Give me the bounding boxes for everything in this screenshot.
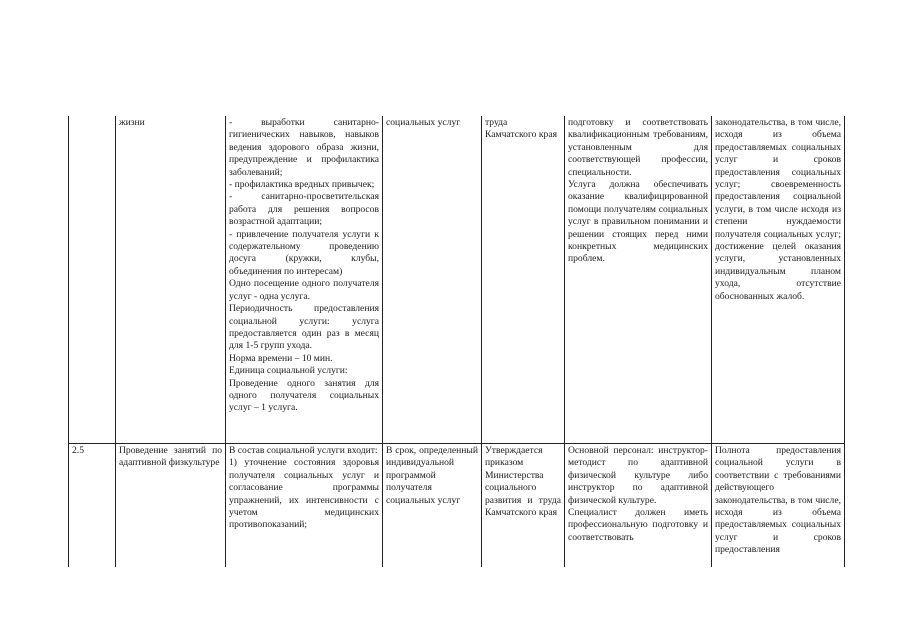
services-table: [68, 116, 845, 567]
cell-number: 2.5: [69, 444, 116, 568]
cell-term: социальных услуг: [383, 116, 482, 444]
conditions-paragraph: подготовку и соответствовать квалификационным требованиям, установленным для соответствующей профессии, специальности.: [568, 117, 708, 178]
cell-tariff: [482, 444, 565, 568]
cell-number: [69, 116, 116, 444]
cell-service-content: [226, 116, 383, 444]
cell-service-name: [116, 444, 226, 568]
conditions-paragraph: Основной персонал: инструктор-методист по адаптивной физической культуре либо инструктор по адаптивной физической культуре.: [568, 445, 708, 506]
cell-indicators: [712, 116, 845, 444]
content-paragraph: Единица социальной услуги:: [229, 365, 348, 377]
table-row: [69, 444, 845, 568]
indicators-text: Полнота предоставления социальной услуги в соответствии с требованиями действующего законодательства, в том числе, исходя из объема предоставляемых социальных услуг и сроков предоставления: [715, 445, 841, 556]
conditions-paragraph: Услуга должна обеспечивать оказание квалифицированной помощи получателям социальных услуг в правильном понимании и решении стоящих перед ними конкретных медицинских проблем.: [568, 179, 708, 265]
conditions-paragraph: Специалист должен иметь профессиональную подготовку и соответствовать: [568, 507, 708, 543]
content-paragraph: - санитарно-просветительская работа для решения вопросов возрастной адаптации;: [229, 191, 379, 228]
tariff-text: Утверждается приказом Министерства социального развития и труда Камчатского края: [485, 445, 561, 519]
cell-tariff: труда Камчатского края: [482, 116, 565, 444]
content-paragraph: Норма времени – 10 мин.: [229, 352, 333, 364]
service-name-text: Проведение занятий по адаптивной физкультуре: [119, 445, 222, 469]
content-paragraph: 1) уточнение состояния здоровья получателя социальных услуг и согласование программы упражнений, их интенсивности с учетом медицинских противопоказаний;: [229, 457, 379, 531]
indicators-text: законодательства, в том числе, исходя из объема предоставляемых социальных услуг и сроков предоставления социальных услуг; своевременность предоставления социальной услуги, в том числе исходя из степени нуждаемости получателя социальных услуг; достижение целей оказания услуги, установленных индивидуальным планом ухода, отсутствие обоснованных жалоб.: [715, 117, 841, 302]
cell-conditions: [565, 444, 712, 568]
content-paragraph: - привлечение получателя услуги к содержательному проведению досуга (кружки, клубы, объединения по интересам): [229, 228, 379, 277]
content-paragraph: Проведение одного занятия для одного получателя социальных услуг – 1 услуга.: [229, 377, 379, 414]
cell-indicators: [712, 444, 845, 568]
table-row: [69, 116, 845, 444]
content-paragraph: - профилактика вредных привычек;: [229, 179, 375, 191]
content-paragraph: Одно посещение одного получателя услуг - одна услуга.: [229, 278, 379, 302]
term-text: В срок, определенный индивидуальной программой получателя социальных услуг: [386, 445, 478, 506]
content-paragraph: Периодичность предоставления социальной услуги: услуга предоставляется один раз в месяц для 1-5 групп ухода.: [229, 303, 379, 352]
content-paragraph: В состав социальной услуги входит:: [229, 445, 378, 456]
content-paragraph: - выработки санитарно-гигиенических навыков, навыков ведения здорового образа жизни, предупреждение и профилактика заболеваний;: [229, 117, 379, 178]
cell-service-name: жизни: [116, 116, 226, 444]
cell-term: [383, 444, 482, 568]
cell-service-content: [226, 444, 383, 568]
cell-conditions: [565, 116, 712, 444]
